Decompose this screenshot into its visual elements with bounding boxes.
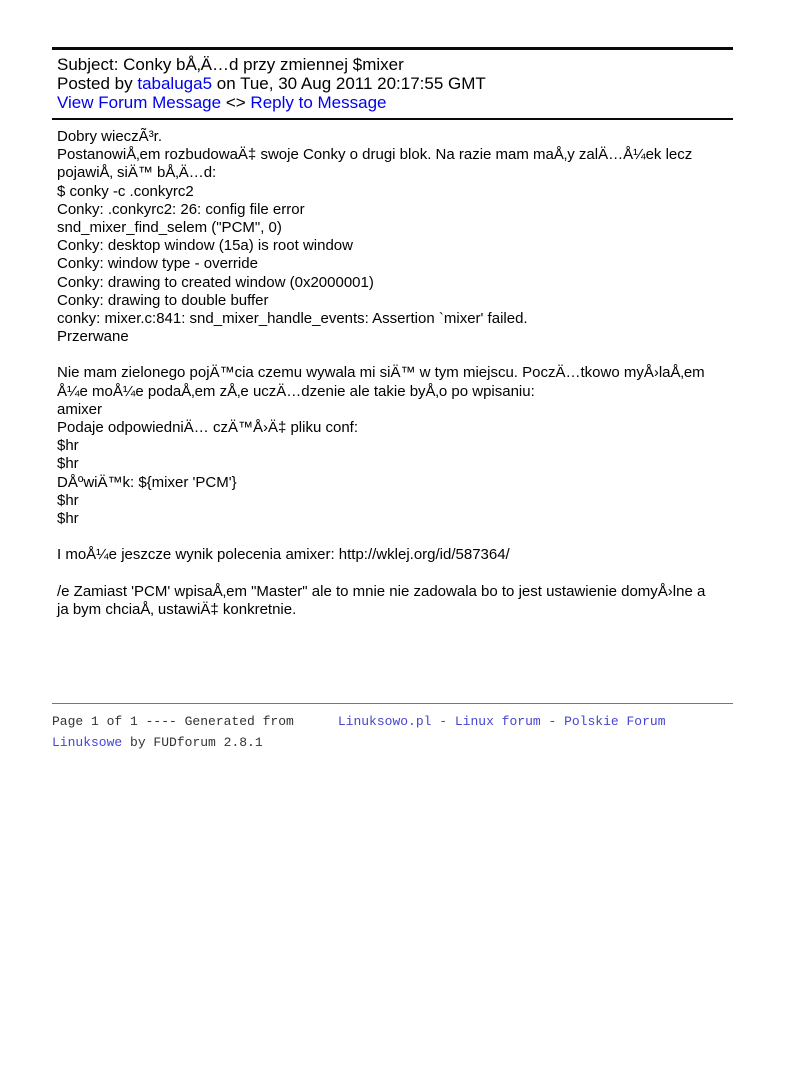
view-forum-message-link[interactable]: View Forum Message bbox=[57, 93, 222, 112]
generator-info: by FUDforum 2.8.1 bbox=[130, 735, 263, 751]
body-line: Podaje odpowiedniÄ… czÄ™Å›Ä‡ pliku conf: bbox=[57, 419, 358, 436]
body-line: Conky: drawing to created window (0x2000001) bbox=[57, 273, 374, 291]
link-separator: <> bbox=[225, 93, 246, 112]
body-line: $hr bbox=[57, 437, 79, 455]
body-line: snd_mixer_find_selem ("PCM", 0) bbox=[57, 218, 282, 236]
post-body bbox=[52, 120, 733, 619]
site-link-continued[interactable]: Linuksowe bbox=[52, 735, 123, 751]
body-line: Conky: .conkyrc2: 26: config file error bbox=[57, 200, 305, 218]
body-line: Przerwane bbox=[57, 328, 129, 346]
author-link[interactable]: tabaluga5 bbox=[137, 74, 213, 93]
body-line: Nie mam zielonego pojÄ™cia czemu wywala mi siÄ™ w tym miejscu. PoczÄ…tkowo myÅ›laÅ‚em bbox=[57, 364, 705, 382]
subject-line: Subject: Conky bÅ‚Ä…d przy zmiennej $mixer bbox=[57, 55, 404, 74]
body-line: Dobry wieczÃ³r. bbox=[57, 128, 163, 145]
body-line: pojawiÅ‚ siÄ™ bÅ‚Ä…d: bbox=[57, 164, 217, 182]
reply-to-message-link[interactable]: Reply to Message bbox=[250, 93, 387, 112]
page-footer bbox=[52, 703, 733, 753]
posted-line bbox=[57, 74, 733, 93]
body-line: $hr bbox=[57, 509, 79, 527]
body-line: Conky: drawing to double buffer bbox=[57, 291, 269, 309]
body-line: $ conky -c .conkyrc2 bbox=[57, 182, 194, 200]
links-line bbox=[57, 93, 733, 112]
body-line: DÅºwiÄ™k: ${mixer 'PCM'} bbox=[57, 473, 237, 491]
body-line: $hr bbox=[57, 491, 79, 509]
footer-line-1 bbox=[52, 711, 733, 732]
body-line: $hr bbox=[57, 455, 79, 473]
site-link[interactable]: Linuksowo.pl - Linux forum - Polskie Forum bbox=[337, 714, 666, 730]
page bbox=[0, 47, 791, 1071]
posted-by-label: Posted by bbox=[57, 74, 133, 93]
body-line: conky: mixer.c:841: snd_mixer_handle_events: Assertion `mixer' failed. bbox=[57, 309, 528, 327]
footer-line-2 bbox=[52, 732, 733, 753]
body-line: PostanowiÅ‚em rozbudowaÄ‡ swoje Conky o drugi blok. Na razie mam maÅ‚y zalÄ…Å¼ek lecz bbox=[57, 146, 693, 164]
post-header bbox=[52, 50, 733, 118]
body-line: Conky: desktop window (15a) is root window bbox=[57, 237, 353, 255]
body-line-blank bbox=[57, 346, 733, 364]
body-line-blank bbox=[57, 565, 733, 583]
body-line: amixer bbox=[57, 400, 103, 418]
body-line-blank bbox=[57, 528, 733, 546]
forum-post-document bbox=[52, 47, 733, 753]
body-line: ja bym chciaÅ‚ ustawiÄ‡ konkretnie. bbox=[57, 600, 297, 618]
posted-date: on Tue, 30 Aug 2011 20:17:55 GMT bbox=[216, 74, 486, 93]
body-line: /e Zamiast 'PCM' wpisaÅ‚em "Master" ale to mnie nie zadowala bo to jest ustawienie domyÅ›lne a bbox=[57, 582, 706, 600]
body-line: Conky: window type - override bbox=[57, 255, 258, 273]
page-info: Page 1 of 1 ---- Generated from bbox=[52, 714, 294, 730]
body-line: Å¼e moÅ¼e podaÅ‚em zÅ‚e uczÄ…dzenie ale takie byÅ‚o po wpisaniu: bbox=[57, 382, 535, 400]
footer-divider bbox=[52, 703, 733, 704]
body-line: I moÅ¼e jeszcze wynik polecenia amixer: http://wklej.org/id/587364/ bbox=[57, 546, 510, 564]
